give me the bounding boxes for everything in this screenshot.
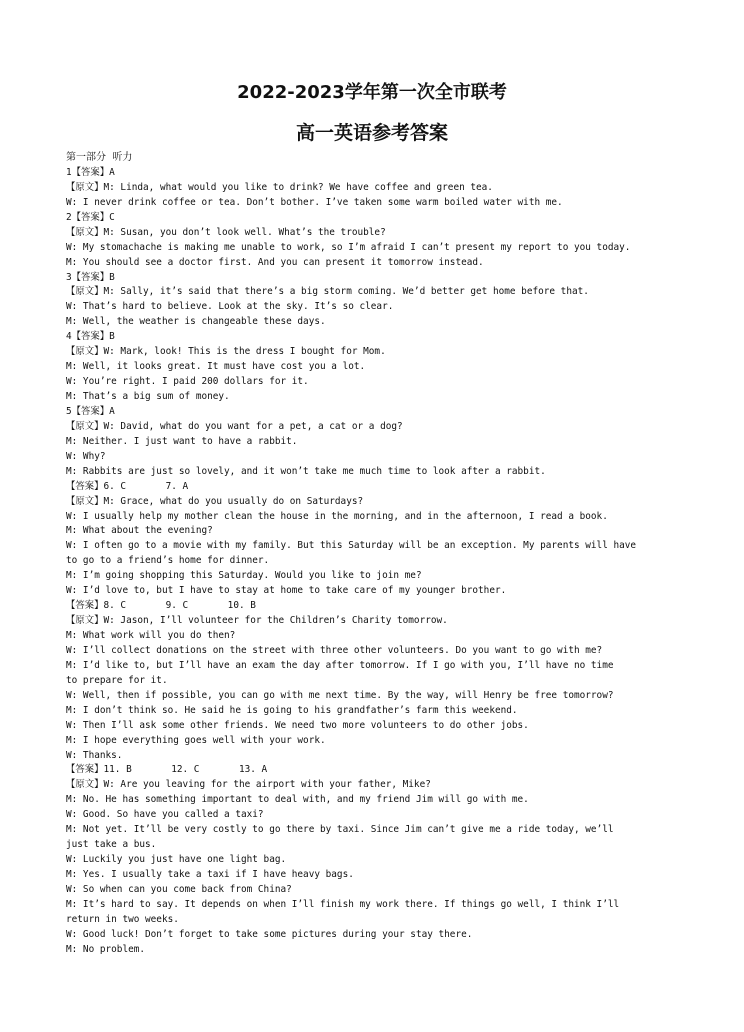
transcript-line: M: I’m going shopping this Saturday. Would you like to join me? [66,570,422,582]
transcript-line: M: Neither. I just want to have a rabbit. [66,435,298,447]
transcript-line: W: That’s hard to believe. Look at the sky. It’s so clear. [66,301,394,313]
transcript-line: W: I’d love to, but I have to stay at home to take care of my younger brother. [66,585,507,597]
answer-line: 4【答案】B [66,331,115,343]
transcript-line: to prepare for it. [66,674,168,686]
answer-body [66,151,680,958]
transcript-line: W: I often go to a movie with my family. But this Saturday will be an exception. My parents will have [66,540,637,552]
answer-line: 3【答案】B [66,271,115,283]
transcript-line: W: I’ll collect donations on the street with three other volunteers. Do you want to go with me? [66,644,603,656]
transcript-line: W: I never drink coffee or tea. Don’t bother. I’ve taken some warm boiled water with me. [66,196,563,208]
transcript-line: W: Luckily you just have one light bag. [66,854,287,866]
transcript-line: to go to a friend’s home for dinner. [66,555,270,567]
transcript-line: M: I’d like to, but I’ll have an exam the day after tomorrow. If I go with you, I’ll have no time [66,659,614,671]
transcript-line: M: It’s hard to say. It depends on when I’ll finish my work there. If things go well, I think I’ll [66,898,620,910]
answer-line: 1【答案】A [66,166,115,178]
transcript-line: 【原文】W: Are you leaving for the airport with your father, Mike? [66,779,431,791]
transcript-line: W: Well, then if possible, you can go with me next time. By the way, will Henry be free tomorrow? [66,689,614,701]
transcript-line: 【原文】W: Mark, look! This is the dress I bought for Mom. [66,346,386,358]
transcript-line: M: Well, the weather is changeable these days. [66,316,326,328]
transcript-line: M: Well, it looks great. It must have cost you a lot. [66,361,366,373]
transcript-line: W: You’re right. I paid 200 dollars for it. [66,376,309,388]
answer-line: 5【答案】A [66,405,115,417]
transcript-line: W: Thanks. [66,749,123,761]
answer-line: 【答案】11. B 12. C 13. A [66,764,268,776]
transcript-line: 【原文】W: David, what do you want for a pet, a cat or a dog? [66,420,403,432]
transcript-line: W: Why? [66,450,106,462]
transcript-line: W: I usually help my mother clean the house in the morning, and in the afternoon, I read a book. [66,510,608,522]
transcript-line: 【原文】M: Grace, what do you usually do on Saturdays? [66,495,364,507]
transcript-line: just take a bus. [66,839,157,851]
document-subtitle: 高一英语参考答案 [295,122,448,144]
transcript-line: W: Good luck! Don’t forget to take some pictures during your stay there. [66,928,473,940]
transcript-line: M: You should see a doctor first. And you can present it tomorrow instead. [66,256,484,268]
transcript-line: W: Good. So have you called a taxi? [66,809,264,821]
transcript-line: 【原文】M: Linda, what would you like to drink? We have coffee and green tea. [66,181,493,193]
answer-line: 【答案】6. C 7. A [66,480,189,492]
transcript-line: W: My stomachache is making me unable to work, so I’m afraid I can’t present my report to you today. [66,241,631,253]
section-heading: 第一部分 听力 [66,152,133,163]
transcript-line: M: I don’t think so. He said he is going to his grandfather’s farm this weekend. [66,704,518,716]
transcript-line: M: I hope everything goes well with your work. [66,734,326,746]
transcript-line: M: What work will you do then? [66,630,236,641]
answer-line: 2【答案】C [66,211,115,223]
transcript-line: W: Then I’ll ask some other friends. We need two more volunteers to do other jobs. [66,719,529,731]
transcript-line: return in two weeks. [66,913,179,925]
transcript-line: W: So when can you come back from China? [66,883,292,895]
transcript-line: M: Not yet. It’ll be very costly to go there by taxi. Since Jim can’t give me a ride today, we’ll [66,824,614,836]
transcript-line: M: Yes. I usually take a taxi if I have heavy bags. [66,869,354,880]
transcript-line: M: What about the evening? [66,525,213,537]
transcript-line: M: No. He has something important to deal with, and my friend Jim will go with me. [66,794,529,806]
transcript-line: M: No problem. [66,943,146,955]
transcript-line: M: That’s a big sum of money. [66,391,230,402]
transcript-line: 【原文】M: Susan, you don’t look well. What’s the trouble? [66,226,386,238]
answer-line: 【答案】8. C 9. C 10. B [66,600,256,612]
transcript-line: 【原文】M: Sally, it’s said that there’s a big storm coming. We’d better get home before that. [66,286,589,298]
transcript-line: M: Rabbits are just so lovely, and it won’t take me much time to look after a rabbit. [66,465,546,477]
document-title: 2022-2023学年第一次全市联考 [237,82,507,103]
transcript-line: 【原文】W: Jason, I’ll volunteer for the Children’s Charity tomorrow. [66,615,448,627]
